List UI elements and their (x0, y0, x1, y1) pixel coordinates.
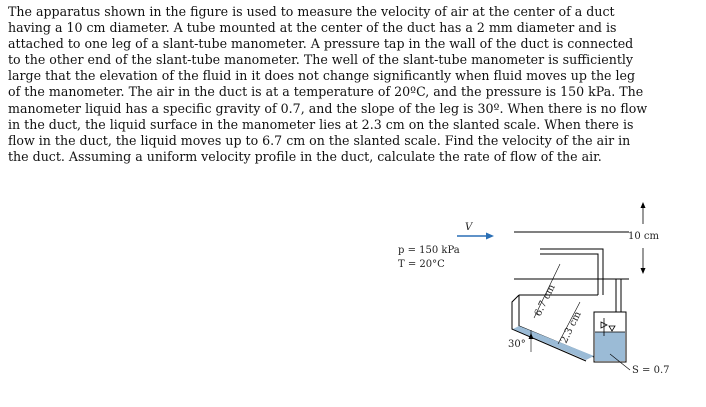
reading-flow-label: 6.7 cm (532, 282, 558, 319)
problem-line: flow in the duct, the liquid moves up to 6.7 cm on the slanted scale. Find the velocity of the air in (8, 132, 631, 148)
problem-line: manometer liquid has a specific gravity of 0.7, and the slope of the leg is 30º. When there is no flow (8, 100, 648, 116)
angle-label: 30° (508, 339, 526, 350)
velocity-arrowhead (486, 233, 494, 240)
diameter-arrowhead-bottom (641, 268, 646, 274)
velocity-label: V (465, 222, 473, 233)
problem-line: of the manometer. The air in the duct is at a temperature of 20ºC, and the pressure is 150 kPa. The (8, 84, 644, 100)
diameter-label: 10 cm (628, 231, 659, 242)
problem-line: the duct. Assuming a uniform velocity profile in the duct, calculate the rate of flow of the air. (8, 148, 602, 164)
manometer-figure (390, 194, 706, 407)
problem-line: in the duct, the liquid surface in the manometer lies at 2.3 cm on the slanted scale. When there is (8, 116, 634, 132)
temperature-label: T = 20°C (398, 259, 445, 270)
gravity-label: S = 0.7 (632, 365, 670, 376)
problem-line: to the other end of the slant-tube manometer. The well of the slant-tube manometer is sufficiently (8, 52, 634, 68)
diameter-arrowhead-top (641, 202, 646, 208)
pressure-label: p = 150 kPa (398, 245, 460, 256)
manometer-diagram (390, 194, 706, 407)
problem-statement (8, 4, 700, 165)
problem-line: attached to one leg of a slant-tube manometer. A pressure tap in the wall of the duct is connected (8, 36, 634, 52)
well-liquid (595, 332, 625, 361)
free-surface-symbol (609, 326, 615, 331)
problem-line: large that the elevation of the fluid in it does not change significantly when fluid moves up the leg (8, 68, 636, 84)
problem-line: having a 10 cm diameter. A tube mounted at the center of the duct has a 2 mm diameter and is (8, 20, 617, 36)
reading-noflow-label: 2.3 cm (558, 309, 584, 346)
problem-line: The apparatus shown in the figure is used to measure the velocity of air at the center of a duct (8, 4, 615, 19)
